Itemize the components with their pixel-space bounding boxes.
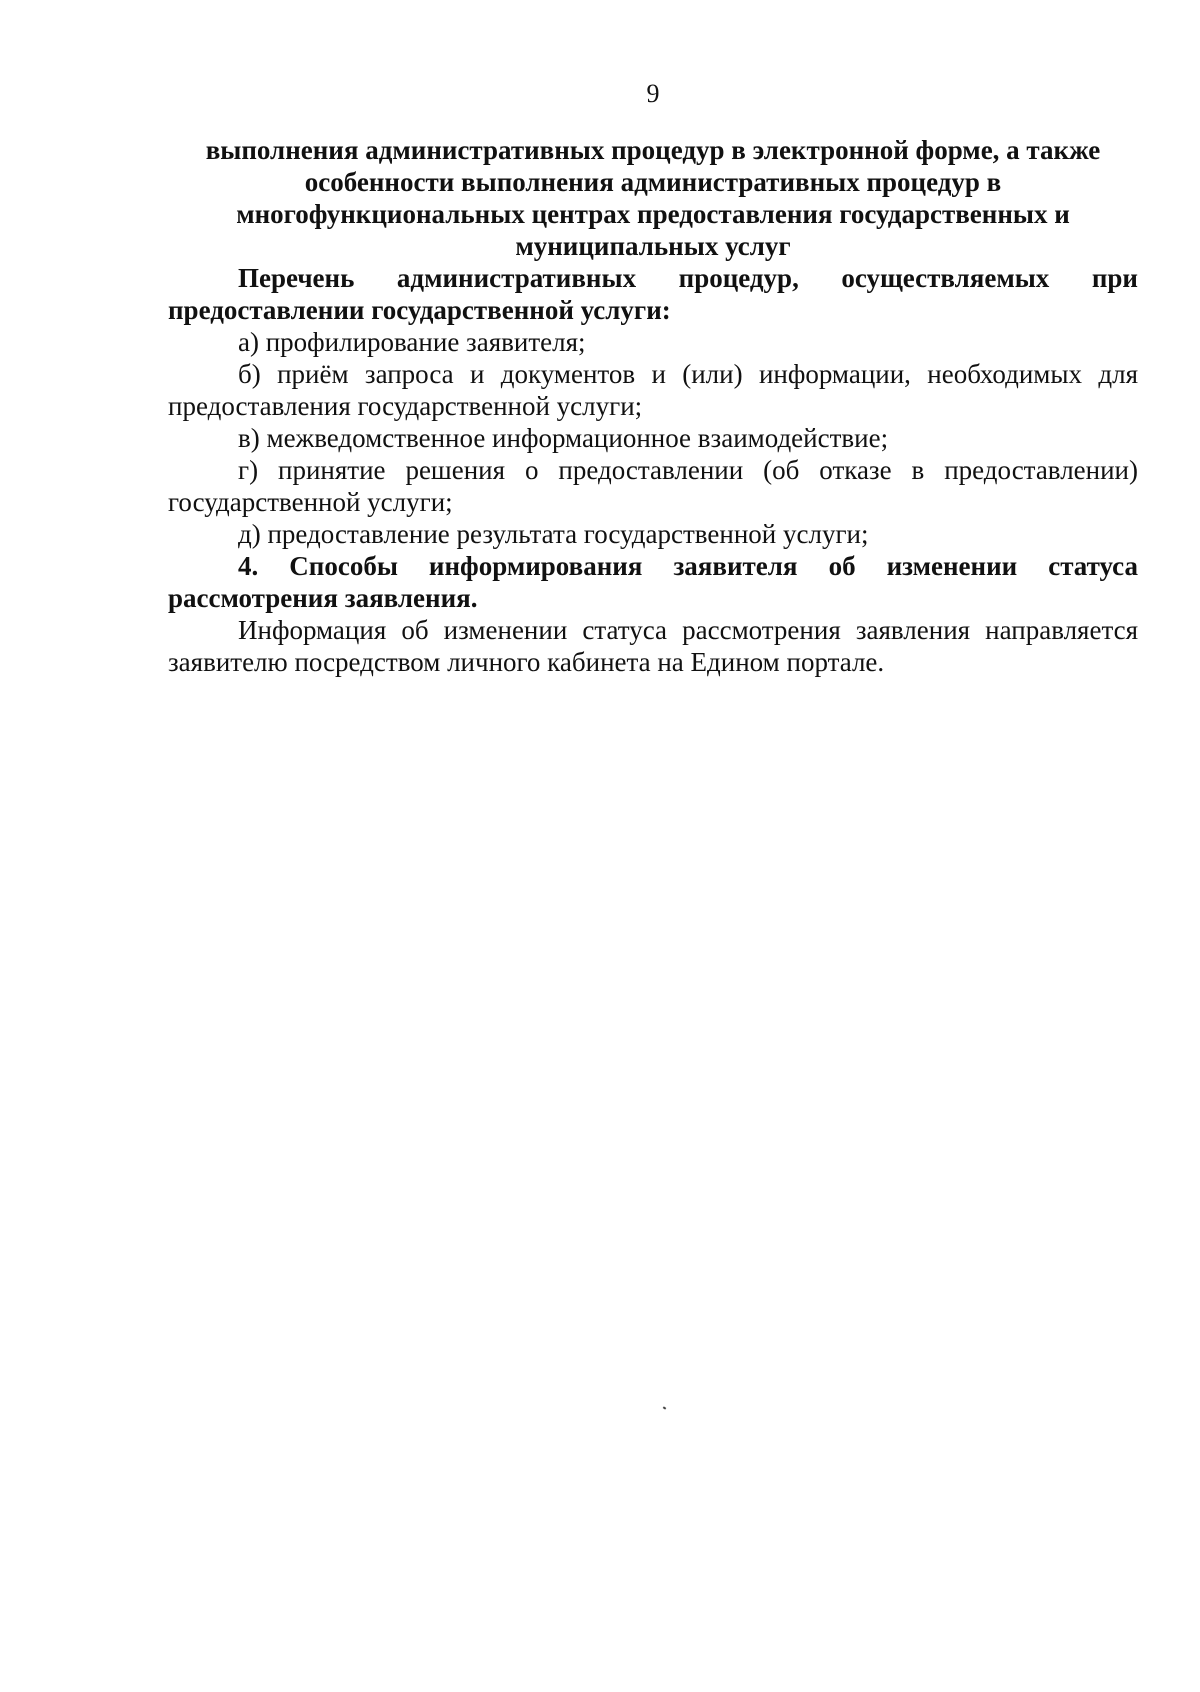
- heading-line: особенности выполнения административных процедур в: [304, 167, 1002, 197]
- document-page: [168, 72, 1138, 678]
- section-heading: [168, 134, 1138, 262]
- procedure-item: в) межведомственное информационное взаимодействие;: [238, 423, 889, 453]
- procedure-item: а) профилирование заявителя;: [238, 327, 586, 357]
- procedure-item: б) приём запроса и документов и (или) информации, необходимых для предоставления государственной услуги;: [168, 359, 1138, 421]
- heading-line: муниципальных услуг: [515, 231, 791, 261]
- section-4-text: Информация об изменении статуса рассмотрения заявления направляется заявителю посредством личного кабинета на Едином портале.: [168, 615, 1138, 677]
- heading-line: выполнения административных процедур в электронной форме, а также: [205, 135, 1101, 165]
- procedures-intro: Перечень административных процедур, осуществляемых при предоставлении государственной услуги:: [168, 263, 1138, 325]
- procedures-list: [168, 326, 1138, 550]
- page-number: 9: [646, 79, 660, 108]
- procedure-item: д) предоставление результата государственной услуги;: [238, 519, 869, 549]
- heading-line: многофункциональных центрах предоставления государственных и: [236, 199, 1070, 229]
- section-4-title: 4. Способы информирования заявителя об изменении статуса рассмотрения заявления.: [168, 551, 1138, 613]
- procedure-item: г) принятие решения о предоставлении (об отказе в предоставлении) государственной услуги;: [168, 455, 1138, 517]
- scan-speck: [663, 1406, 667, 1409]
